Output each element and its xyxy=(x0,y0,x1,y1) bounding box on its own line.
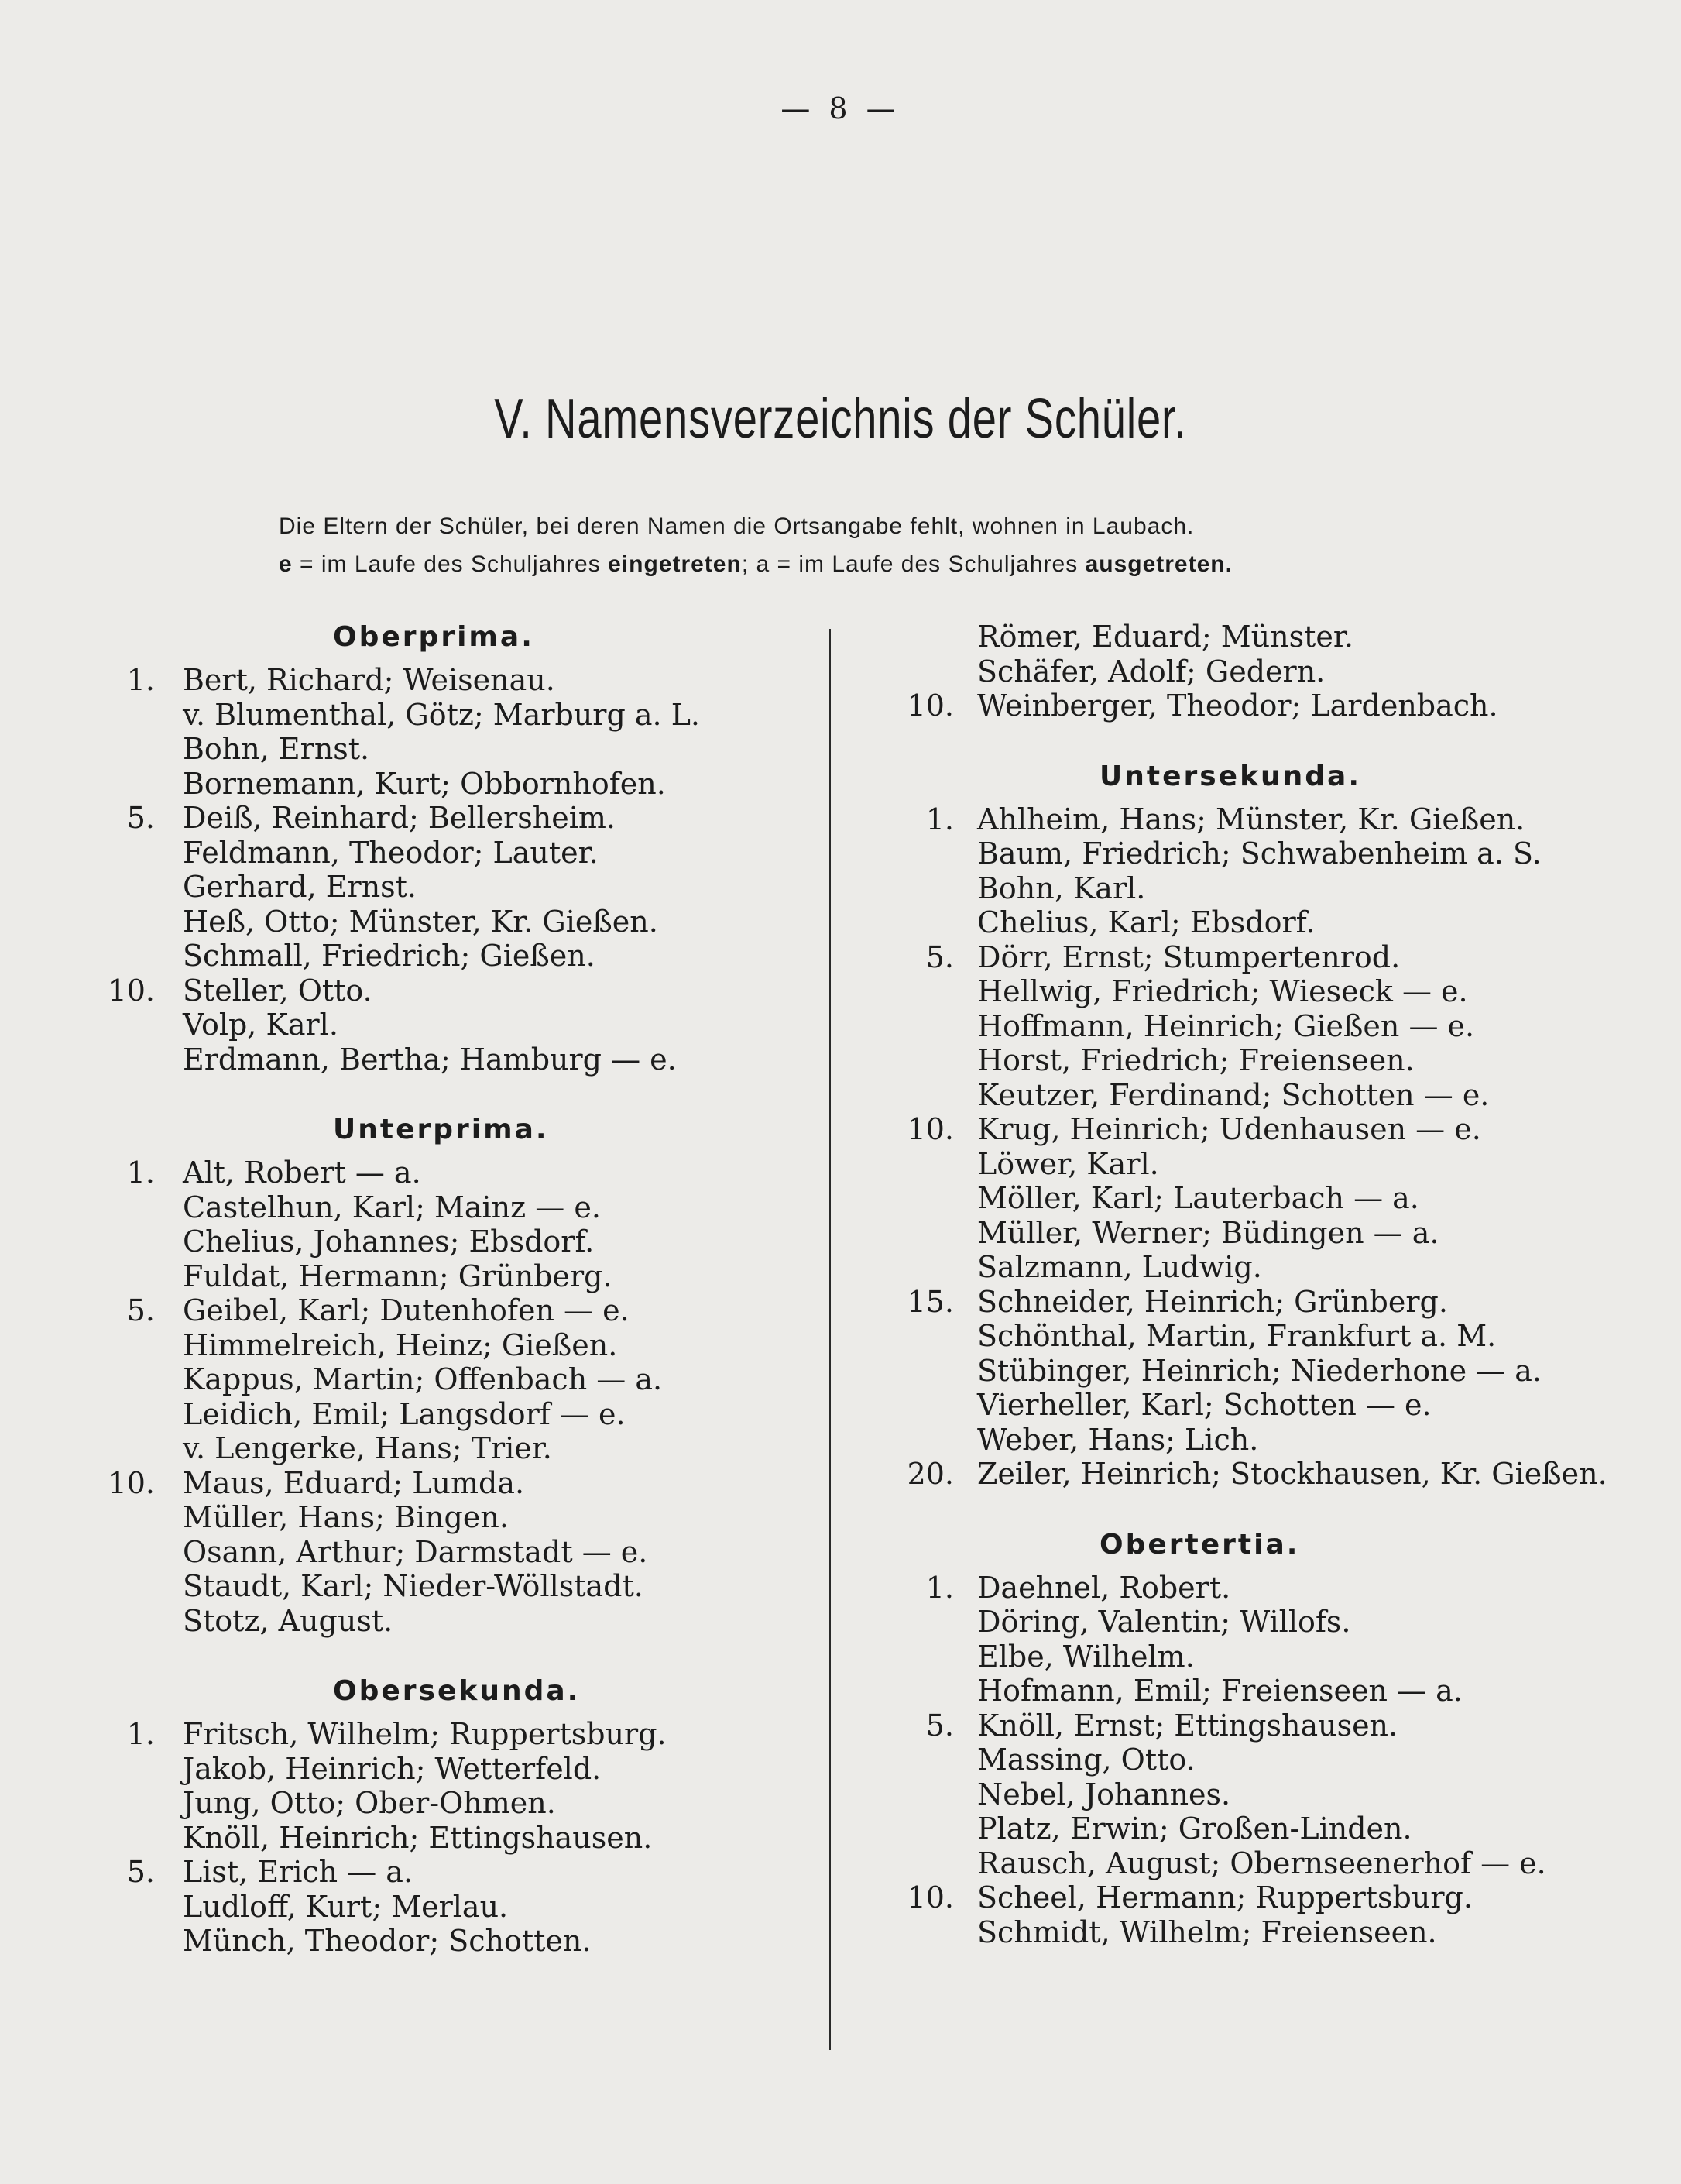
student-entry xyxy=(859,689,1626,723)
entry-number: 10. xyxy=(108,1465,155,1500)
student-entry xyxy=(859,1915,1626,1950)
student-entry xyxy=(859,1457,1626,1492)
student-name: Maus, Eduard; Lumda. xyxy=(183,1465,525,1500)
student-entry xyxy=(77,905,844,939)
student-entry xyxy=(859,1605,1626,1640)
student-name: Leidich, Emil; Langsdorf — e. xyxy=(183,1396,626,1431)
student-entry xyxy=(77,974,844,1008)
student-name: List, Erich — a. xyxy=(183,1855,413,1889)
entry-number: 10. xyxy=(108,973,155,1008)
student-name: Stotz, August. xyxy=(183,1603,393,1638)
student-name: Möller, Karl; Lauterbach — a. xyxy=(977,1181,1419,1215)
student-entry xyxy=(859,1147,1626,1182)
student-entry xyxy=(77,1500,844,1535)
student-name: Münch, Theodor; Schotten. xyxy=(183,1924,592,1958)
student-name: Steller, Otto. xyxy=(183,973,372,1008)
legend-a-text: ; a = im Laufe des Schuljahres xyxy=(741,551,1079,577)
student-name: Müller, Werner; Büdingen — a. xyxy=(977,1215,1439,1250)
student-name: Schmall, Friedrich; Gießen. xyxy=(183,939,595,973)
student-name: Keutzer, Ferdinand; Schotten — e. xyxy=(977,1077,1490,1112)
entry-number: 10. xyxy=(907,1880,954,1914)
entry-number: 1. xyxy=(925,1570,954,1605)
student-name: Bohn, Karl. xyxy=(977,871,1146,905)
entry-number: 20. xyxy=(907,1457,954,1491)
student-entry xyxy=(77,1924,844,1959)
entry-number: 1. xyxy=(925,802,954,836)
student-entry xyxy=(77,1604,844,1639)
entry-number: 5. xyxy=(126,801,155,835)
student-name: Schönthal, Martin, Frankfurt a. M. xyxy=(977,1319,1497,1353)
student-entry xyxy=(859,1319,1626,1354)
left-column xyxy=(77,620,844,1959)
student-entry xyxy=(77,1890,844,1925)
student-entry xyxy=(859,1423,1626,1458)
student-entry xyxy=(77,1717,844,1752)
student-name: Alt, Robert — a. xyxy=(183,1156,421,1190)
student-entry xyxy=(77,1156,844,1190)
student-entry xyxy=(77,1362,844,1397)
page-title: V. Namensverzeichnis der Schüler. xyxy=(494,388,1187,450)
student-name: Scheel, Hermann; Ruppertsburg. xyxy=(977,1880,1473,1914)
student-name: Weber, Hans; Lich. xyxy=(977,1422,1259,1457)
student-name: v. Lengerke, Hans; Trier. xyxy=(183,1431,552,1465)
student-name: Elbe, Wilhelm. xyxy=(977,1639,1195,1674)
student-name: Staudt, Karl; Nieder-Wöllstadt. xyxy=(183,1569,643,1603)
student-name: Osann, Arthur; Darmstadt — e. xyxy=(183,1534,648,1569)
student-name: Vierheller, Karl; Schotten — e. xyxy=(977,1388,1432,1422)
student-entry xyxy=(77,1535,844,1570)
student-entry xyxy=(859,1216,1626,1251)
entry-number: 5. xyxy=(925,1708,954,1743)
student-entry xyxy=(859,620,1626,654)
entry-number: 5. xyxy=(126,1293,155,1327)
student-entry xyxy=(77,1466,844,1501)
student-entry xyxy=(859,1250,1626,1285)
student-name: Knöll, Ernst; Ettingshausen. xyxy=(977,1708,1398,1743)
student-name: Bohn, Ernst. xyxy=(183,732,370,766)
student-entry xyxy=(859,905,1626,940)
student-entry xyxy=(77,1569,844,1604)
student-name: Hellwig, Friedrich; Wieseck — e. xyxy=(977,974,1468,1008)
student-name: Fuldat, Hermann; Grünberg. xyxy=(183,1259,612,1293)
student-entry xyxy=(859,1354,1626,1389)
entry-number: 5. xyxy=(925,939,954,974)
student-name: Heß, Otto; Münster, Kr. Gießen. xyxy=(183,904,658,939)
student-entry xyxy=(77,801,844,836)
intro-line-1: Die Eltern der Schüler, bei deren Namen die Ortsangabe fehlt, wohnen in Laubach. xyxy=(279,513,1195,539)
student-entry xyxy=(77,698,844,733)
student-name: Fritsch, Wilhelm; Ruppertsburg. xyxy=(183,1717,667,1751)
student-entry xyxy=(77,1397,844,1432)
student-entry xyxy=(859,1846,1626,1881)
student-entry xyxy=(859,1777,1626,1812)
student-name: Jung, Otto; Ober-Ohmen. xyxy=(183,1786,556,1820)
student-name: Chelius, Karl; Ebsdorf. xyxy=(977,905,1316,939)
entry-number: 1. xyxy=(126,1717,155,1751)
student-entry xyxy=(77,1431,844,1466)
entry-number: 10. xyxy=(907,689,954,723)
student-name: Kappus, Martin; Offenbach — a. xyxy=(183,1362,663,1396)
student-entry xyxy=(859,1811,1626,1846)
student-name: Hoffmann, Heinrich; Gießen — e. xyxy=(977,1008,1475,1043)
entry-number: 1. xyxy=(126,663,155,697)
student-name: Schmidt, Wilhelm; Freienseen. xyxy=(977,1914,1437,1949)
section-heading: Oberprima. xyxy=(333,621,534,653)
student-entry xyxy=(859,836,1626,871)
section-heading: Untersekunda. xyxy=(1100,760,1362,792)
student-name: Volp, Karl. xyxy=(183,1008,338,1042)
student-entry xyxy=(77,732,844,767)
student-entry xyxy=(77,870,844,905)
student-name: Salzmann, Ludwig. xyxy=(977,1250,1262,1284)
student-entry xyxy=(77,1190,844,1225)
entry-number: 5. xyxy=(126,1855,155,1889)
student-name: Chelius, Johannes; Ebsdorf. xyxy=(183,1224,595,1259)
student-entry xyxy=(859,974,1626,1009)
student-name: Platz, Erwin; Großen-Linden. xyxy=(977,1811,1412,1846)
entry-number: 15. xyxy=(907,1284,954,1319)
student-entry xyxy=(77,1821,844,1856)
student-name: Bert, Richard; Weisenau. xyxy=(183,663,555,697)
student-entry xyxy=(77,1786,844,1821)
student-name: Rausch, August; Obernseenerhof — e. xyxy=(977,1846,1546,1880)
student-name: Schneider, Heinrich; Grünberg. xyxy=(977,1284,1448,1319)
student-name: Daehnel, Robert. xyxy=(977,1570,1231,1605)
student-name: Knöll, Heinrich; Ettingshausen. xyxy=(183,1820,653,1855)
student-name: Geibel, Karl; Dutenhofen — e. xyxy=(183,1293,630,1327)
student-name: Müller, Hans; Bingen. xyxy=(183,1500,509,1534)
student-entry xyxy=(77,1293,844,1328)
student-entry xyxy=(77,1328,844,1363)
student-entry xyxy=(77,1752,844,1787)
student-name: Horst, Friedrich; Freienseen. xyxy=(977,1043,1415,1077)
legend-e: e xyxy=(279,551,293,577)
student-entry xyxy=(859,1880,1626,1915)
legend-e-text: = im Laufe des Schuljahres xyxy=(300,551,601,577)
student-entry xyxy=(859,1043,1626,1078)
student-entry xyxy=(859,1181,1626,1216)
entry-number: 10. xyxy=(907,1112,954,1146)
student-name: Nebel, Johannes. xyxy=(977,1777,1231,1811)
student-name: Döring, Valentin; Willofs. xyxy=(977,1605,1351,1639)
legend-ausgetreten: ausgetreten. xyxy=(1085,551,1233,577)
student-name: Bornemann, Kurt; Obbornhofen. xyxy=(183,766,666,801)
student-name: Löwer, Karl. xyxy=(977,1146,1159,1181)
student-entry xyxy=(77,663,844,698)
student-entry xyxy=(859,802,1626,837)
student-name: Römer, Eduard; Münster. xyxy=(977,620,1353,654)
section-heading: Obersekunda. xyxy=(333,1675,581,1707)
student-name: Schäfer, Adolf; Gedern. xyxy=(977,654,1326,689)
entry-number: 1. xyxy=(126,1156,155,1190)
student-entry xyxy=(859,654,1626,689)
section-heading: Unterprima. xyxy=(333,1114,549,1145)
page-number: — 8 — xyxy=(780,91,901,125)
student-entry xyxy=(859,871,1626,906)
student-name: Jakob, Heinrich; Wetterfeld. xyxy=(183,1751,602,1786)
student-entry xyxy=(77,1042,844,1077)
student-entry xyxy=(859,1640,1626,1674)
student-name: Castelhun, Karl; Mainz — e. xyxy=(183,1190,601,1224)
student-entry xyxy=(859,1112,1626,1147)
student-entry xyxy=(859,1708,1626,1743)
student-name: Himmelreich, Heinz; Gießen. xyxy=(183,1327,618,1362)
student-name: Feldmann, Theodor; Lauter. xyxy=(183,835,599,870)
student-name: Dörr, Ernst; Stumpertenrod. xyxy=(977,939,1401,974)
student-name: Gerhard, Ernst. xyxy=(183,870,417,904)
student-name: Ludloff, Kurt; Merlau. xyxy=(183,1889,509,1924)
student-name: v. Blumenthal, Götz; Marburg a. L. xyxy=(183,697,701,732)
legend-eingetreten: eingetreten xyxy=(608,551,742,577)
student-name: Krug, Heinrich; Udenhausen — e. xyxy=(977,1112,1481,1146)
section-heading: Obertertia. xyxy=(1100,1528,1300,1561)
student-entry xyxy=(859,940,1626,975)
student-entry xyxy=(77,1259,844,1294)
student-entry xyxy=(859,1571,1626,1605)
student-name: Erdmann, Bertha; Hamburg — e. xyxy=(183,1042,677,1077)
student-name: Massing, Otto. xyxy=(977,1743,1196,1777)
student-name: Stübinger, Heinrich; Niederhone — a. xyxy=(977,1353,1542,1388)
student-name: Baum, Friedrich; Schwabenheim a. S. xyxy=(977,836,1542,871)
student-entry xyxy=(77,1008,844,1042)
student-name: Ahlheim, Hans; Münster, Kr. Gießen. xyxy=(977,802,1525,836)
student-name: Zeiler, Heinrich; Stockhausen, Kr. Gießen. xyxy=(977,1457,1607,1491)
student-entry xyxy=(859,1009,1626,1044)
student-entry xyxy=(77,1855,844,1890)
student-entry xyxy=(77,836,844,871)
student-entry xyxy=(859,1674,1626,1708)
right-column xyxy=(859,620,1626,1949)
student-name: Hofmann, Emil; Freienseen — a. xyxy=(977,1674,1463,1708)
student-entry xyxy=(859,1285,1626,1320)
student-entry xyxy=(859,1743,1626,1777)
student-entry xyxy=(77,1224,844,1259)
student-entry xyxy=(77,767,844,802)
student-entry xyxy=(859,1078,1626,1113)
student-entry xyxy=(77,939,844,974)
student-name: Deiß, Reinhard; Bellersheim. xyxy=(183,801,616,835)
student-entry xyxy=(859,1388,1626,1423)
student-name: Weinberger, Theodor; Lardenbach. xyxy=(977,689,1498,723)
intro-line-2 xyxy=(279,551,1409,578)
